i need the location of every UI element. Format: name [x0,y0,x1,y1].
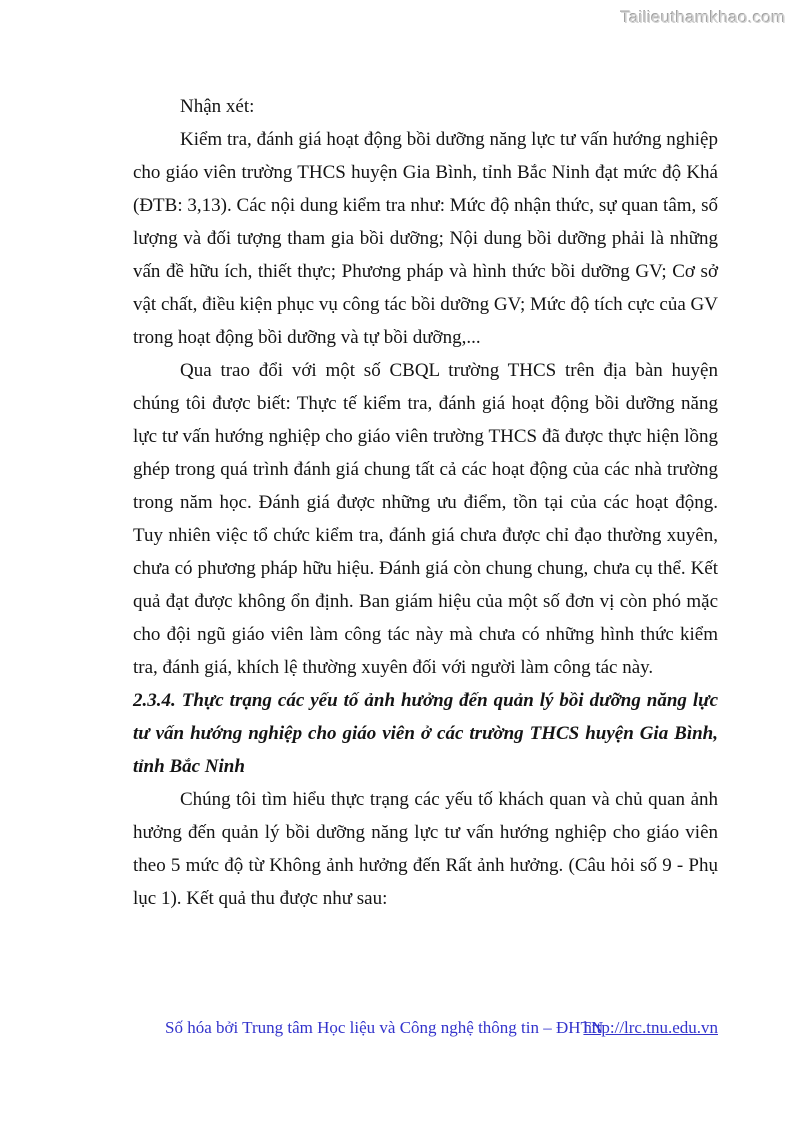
watermark: Tailieuthamkhao.com [620,8,786,27]
page-footer [0,1016,794,1040]
footer-credit: Số hóa bởi Trung tâm Học liệu và Công nghệ thông tin – ĐHTN [165,1018,604,1037]
footer-link[interactable]: http://lrc.tnu.edu.vn [583,1018,718,1037]
paragraph-qua-trao-doi: Qua trao đổi với một số CBQL trường THCS trên địa bàn huyện chúng tôi được biết: Thực tế kiểm tra, đánh giá hoạt động bồi dưỡng năng lực tư vấn hướng nghiệp cho giáo viên trường THCS đã được thực hiện lồng ghép trong quá trình đánh giá chung tất cả các hoạt động của các nhà trường trong năm học. Đánh giá được những ưu điểm, tồn tại của các hoạt động. Tuy nhiên việc tổ chức kiểm tra, đánh giá chưa được chỉ đạo thường xuyên, chưa có phương pháp hữu hiệu. Đánh giá còn chung chung, chưa cụ thể. Kết quả đạt được không ổn định. Ban giám hiệu của một số đơn vị còn phó mặc cho đội ngũ giáo viên làm công tác này mà chưa có những hình thức kiểm tra, đánh giá, khích lệ thường xuyên đối với người làm công tác này. [133,360,718,678]
paragraph-nhan-xet: Nhận xét: [180,96,255,117]
document-body [133,90,718,915]
section-heading-2-3-4: 2.3.4. Thực trạng các yếu tố ảnh hưởng đến quản lý bồi dưỡng năng lực tư vấn hướng nghiệp cho giáo viên ở các trường THCS huyện Gia Bình, tỉnh Bắc Ninh [133,690,718,777]
paragraph-chung-toi-tim-hieu: Chúng tôi tìm hiểu thực trạng các yếu tố khách quan và chủ quan ảnh hưởng đến quản lý bồi dưỡng năng lực tư vấn hướng nghiệp cho giáo viên theo 5 mức độ từ Không ảnh hưởng đến Rất ảnh hưởng. (Câu hỏi số 9 - Phụ lục 1). Kết quả thu được như sau: [133,789,718,909]
paragraph-kiem-tra-danh-gia: Kiểm tra, đánh giá hoạt động bồi dưỡng năng lực tư vấn hướng nghiệp cho giáo viên trường THCS huyện Gia Bình, tỉnh Bắc Ninh đạt mức độ Khá (ĐTB: 3,13). Các nội dung kiểm tra như: Mức độ nhận thức, sự quan tâm, số lượng và đối tượng tham gia bồi dưỡng; Nội dung bồi dưỡng phải là những vấn đề hữu ích, thiết thực; Phương pháp và hình thức bồi dưỡng GV; Cơ sở vật chất, điều kiện phục vụ công tác bồi dưỡng GV; Mức độ tích cực của GV trong hoạt động bồi dưỡng và tự bồi dưỡng,... [133,129,718,348]
